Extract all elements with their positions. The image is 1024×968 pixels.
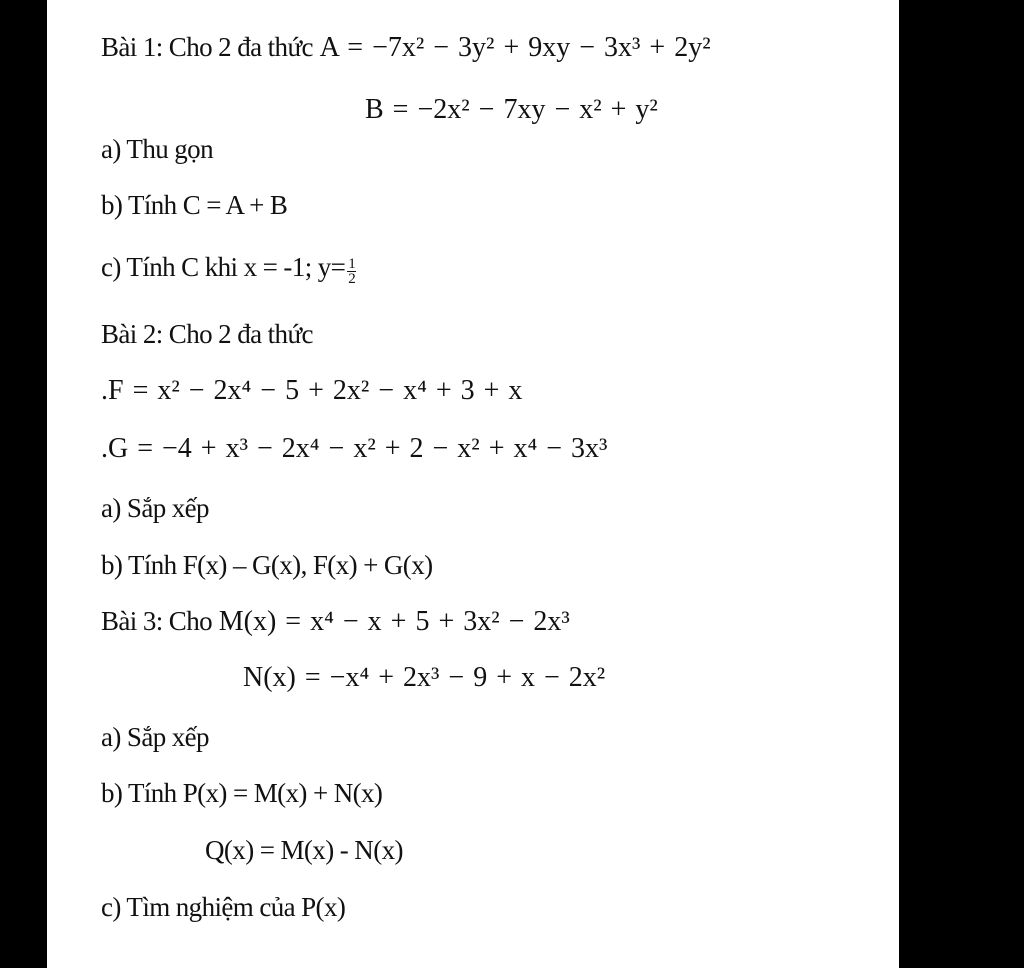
bai2-item-a: a) Sắp xếp — [101, 493, 209, 523]
bai2-item-b: b) Tính F(x) – G(x), F(x) + G(x) — [101, 550, 433, 580]
bai1-poly-a: A = −7x² − 3y² + 9xy − 3x³ + 2y² — [319, 32, 711, 63]
bai1-item-c-text: c) Tính C khi x = -1; y= — [101, 252, 346, 282]
bai1-line — [101, 30, 711, 65]
fraction — [347, 257, 356, 286]
document-page — [47, 0, 899, 968]
fraction-numerator: 1 — [348, 255, 356, 272]
bai3-title: Bài 3: Cho — [101, 606, 213, 636]
bai3-poly-n: N(x) = −x⁴ + 2x³ − 9 + x − 2x² — [243, 662, 606, 693]
bai1-item-a: a) Thu gọn — [101, 134, 213, 164]
bai1-item-c — [101, 250, 356, 286]
bai2-poly-f: .F = x² − 2x⁴ − 5 + 2x² − x⁴ + 3 + x — [101, 375, 523, 406]
bai2-title: Bài 2: Cho 2 đa thức — [101, 319, 313, 349]
bai3-line — [101, 604, 570, 639]
bai3-item-b: b) Tính P(x) = M(x) + N(x) — [101, 778, 383, 808]
bai3-item-a: a) Sắp xếp — [101, 722, 209, 752]
bai1-item-b: b) Tính C = A + B — [101, 190, 288, 220]
bai1-poly-b: B = −2x² − 7xy − x² + y² — [365, 94, 658, 125]
fraction-denominator: 2 — [348, 270, 356, 287]
bai2-poly-g: .G = −4 + x³ − 2x⁴ − x² + 2 − x² + x⁴ − 3x³ — [101, 433, 608, 464]
bai3-item-b2: Q(x) = M(x) - N(x) — [205, 835, 403, 865]
bai3-item-c: c) Tìm nghiệm của P(x) — [101, 892, 346, 922]
bai1-title: Bài 1: Cho 2 đa thức — [101, 32, 313, 62]
bai3-poly-m: M(x) = x⁴ − x + 5 + 3x² − 2x³ — [218, 606, 570, 637]
